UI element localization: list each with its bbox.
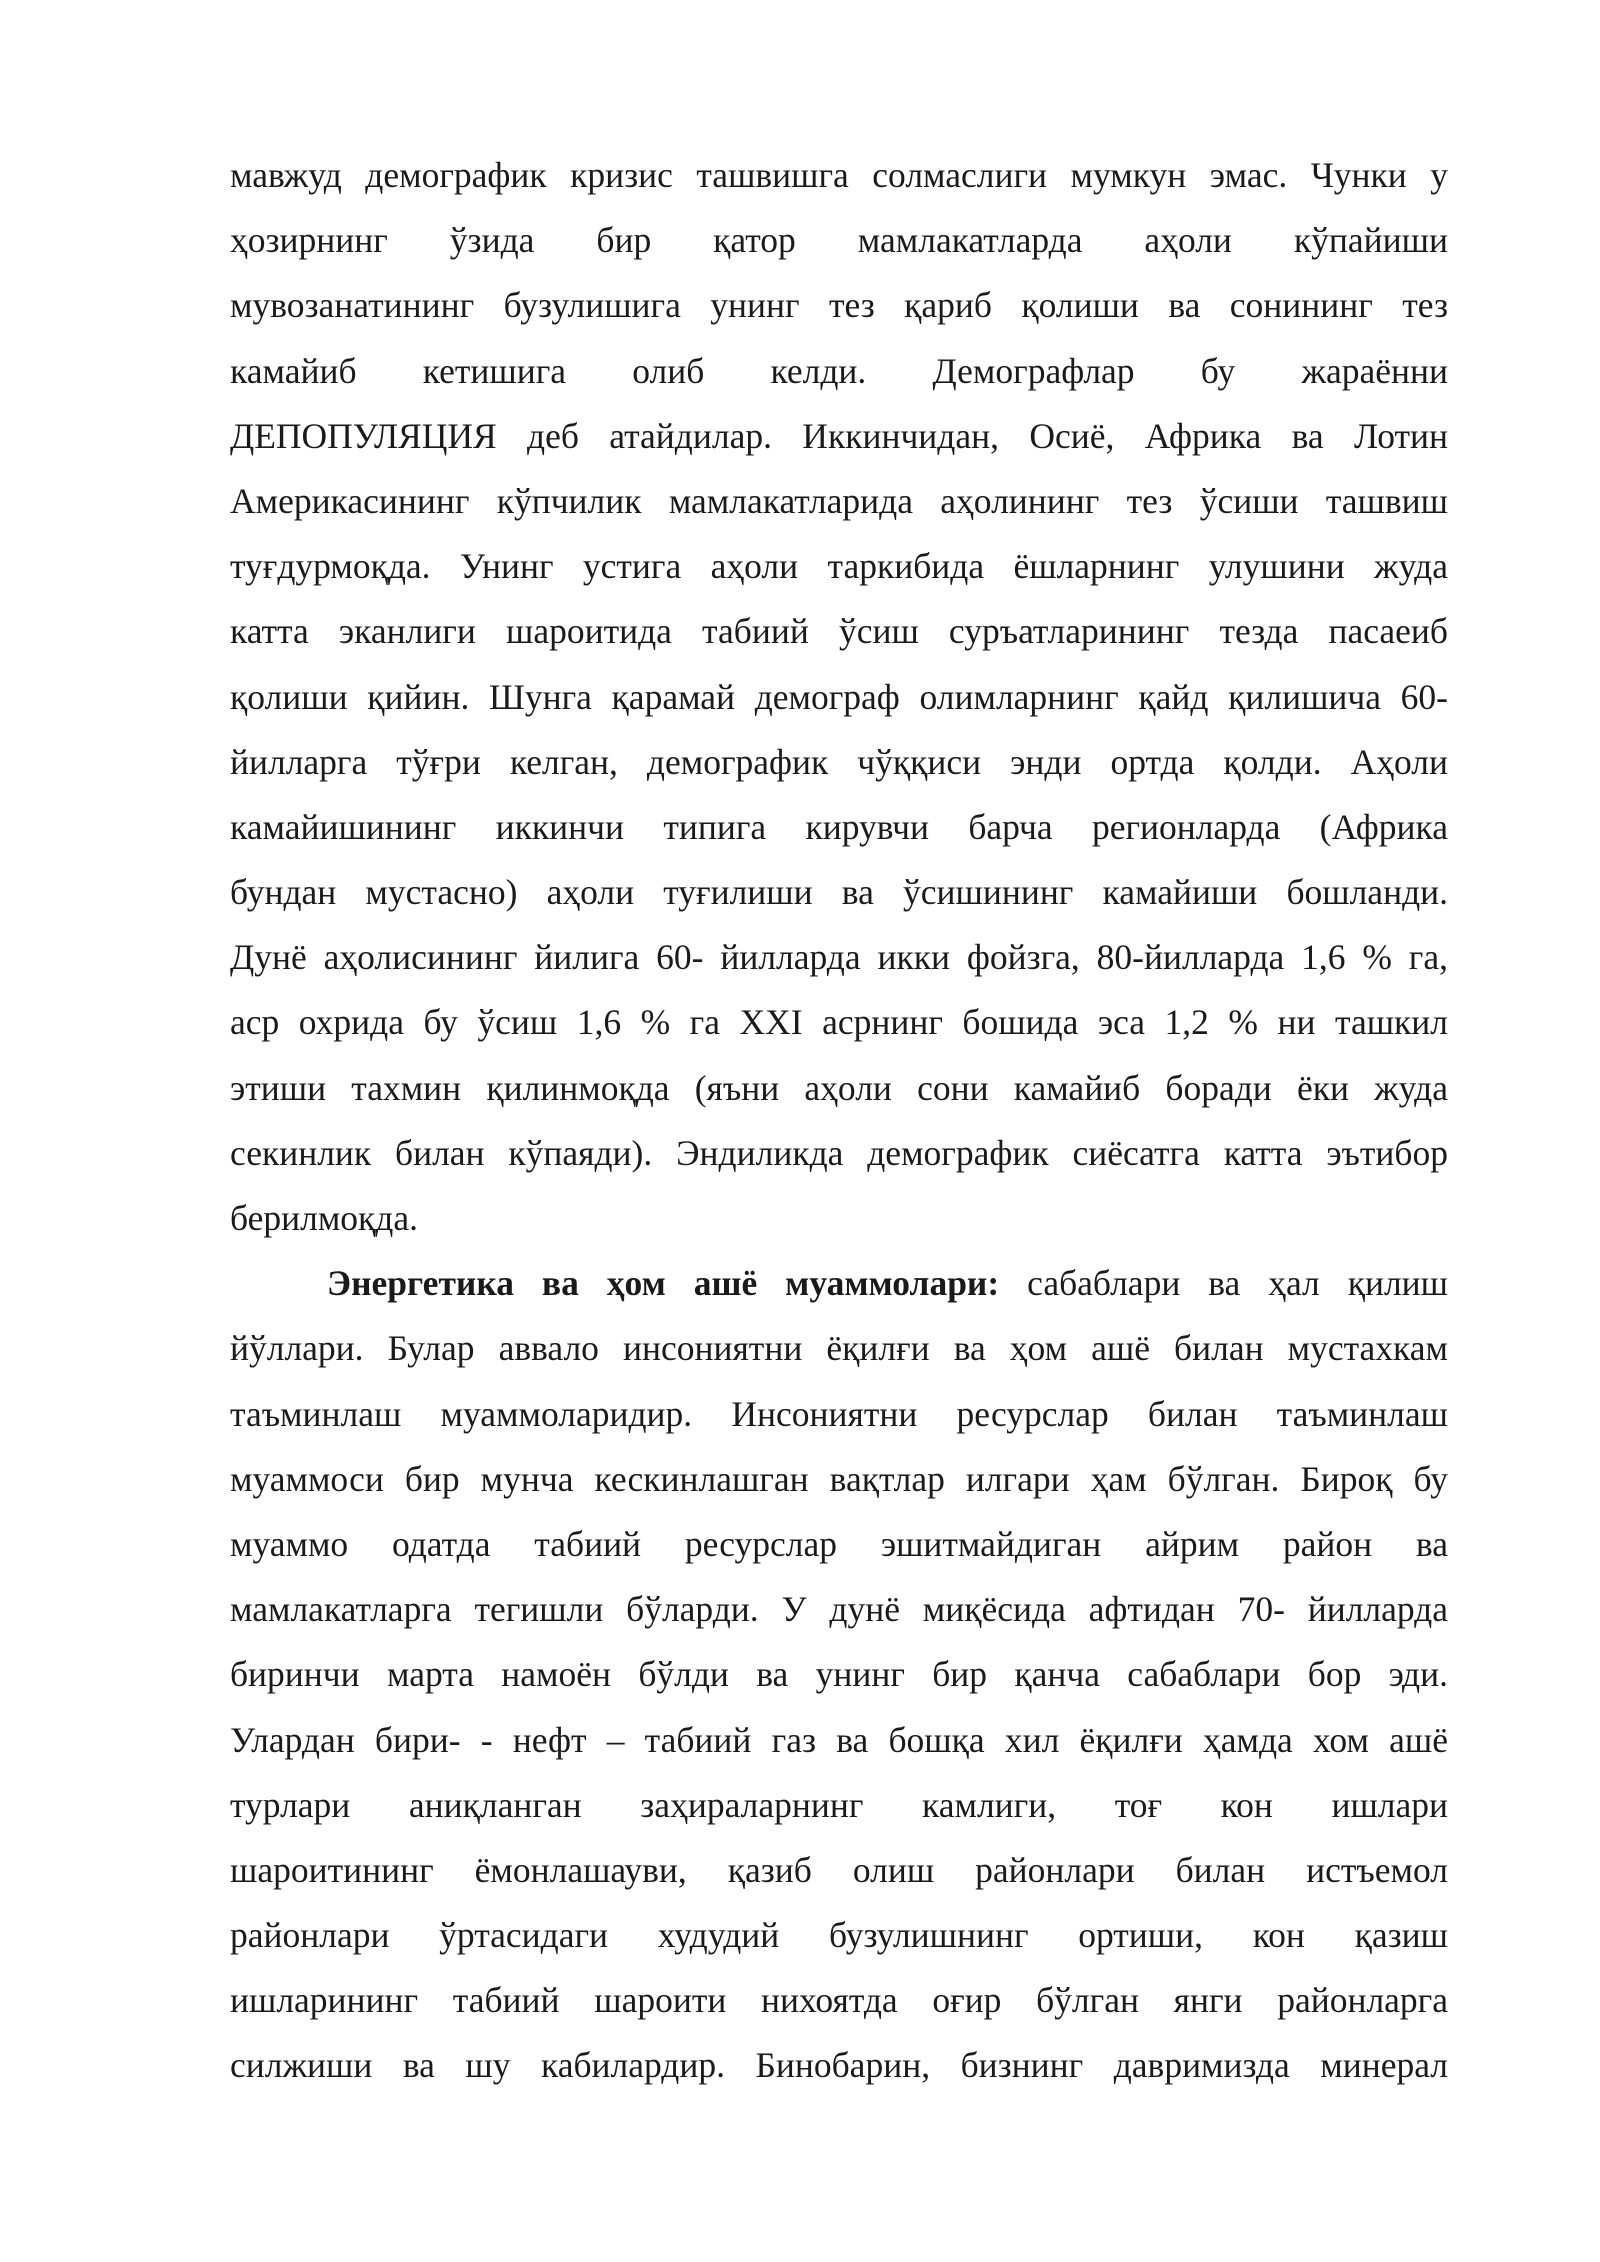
text-line: биринчи марта намоён бўлди ва унинг бир қанча сабаблари бор эди. [230, 1654, 1448, 1695]
text-line: этиши тахмин қилинмоқда (яъни аҳоли сони камайиб боради ёки жуда [230, 1067, 1448, 1108]
text-line: ишларининг табиий шароити нихоятда оғир бўлган янги районларга [230, 1980, 1448, 2021]
text-line: йилларга тўғри келган, демографик чўққиси энди ортда қолди. Аҳоли [230, 741, 1448, 782]
text-line: аср охрида бу ўсиш 1,6 % га XXI асрнинг бошида эса 1,2 % ни ташкил [230, 1002, 1448, 1043]
text-line: Америкасининг кўпчилик мамлакатларида аҳолининг тез ўсиши ташвиш [230, 480, 1448, 521]
text-line: Улардан бири- - нефт – табиий газ ва бошқа хил ёқилғи ҳамда хом ашё [230, 1719, 1448, 1760]
paragraph-energy [230, 1251, 1448, 2098]
text-line-first [230, 1251, 1448, 1316]
heading-continuation: сабаблари ва ҳал қилиш [999, 1263, 1448, 1304]
text-line: мавжуд демографик кризис ташвишга солмаслиги мумкун эмас. Чунки у [230, 155, 1448, 195]
text-line: мамлакатларга тегишли бўларди. У дунё миқёсида афтидан 70- йилларда [230, 1589, 1448, 1630]
text-line: муаммо одатда табиий ресурслар эшитмайдиган айрим район ва [230, 1523, 1448, 1564]
text-line: туғдурмоқда. Унинг устига аҳоли таркибида ёшларнинг улушини жуда [230, 546, 1448, 587]
section-heading: Энергетика ва ҳом ашё муаммолари: [327, 1263, 1000, 1304]
text-line: шароитининг ёмонлашауви, қазиб олиш районлари билан истъемол [230, 1849, 1448, 1890]
document-body [230, 143, 1448, 2099]
text-line: Дунё аҳолисининг йилига 60- йилларда икки фойзга, 80-йилларда 1,6 % га, [230, 937, 1448, 978]
text-line: силжиши ва шу кабилардир. Бинобарин, бизнинг давримизда минерал [230, 2045, 1448, 2086]
text-line: таъминлаш муаммоларидир. Инсониятни ресурслар билан таъминлаш [230, 1393, 1448, 1434]
text-line: йўллари. Булар аввало инсониятни ёқилғи ва ҳом ашё билан мустахкам [230, 1328, 1448, 1369]
text-line: берилмоқда. [230, 1198, 418, 1238]
text-line: ҳозирнинг ўзида бир қатор мамлакатларда аҳоли кўпайиши [230, 220, 1448, 261]
text-line: мувозанатининг бузулишига унинг тез қариб қолиши ва сонининг тез [230, 285, 1448, 326]
text-line: қолиши қийин. Шунга қарамай демограф олимларнинг қайд қилишича 60- [230, 676, 1448, 717]
text-line: камайиб кетишига олиб келди. Демографлар бу жараённи [230, 350, 1448, 391]
text-line: секинлик билан кўпаяди). Эндиликда демографик сиёсатга катта эътибор [230, 1132, 1448, 1173]
text-line: ДЕПОПУЛЯЦИЯ деб атайдилар. Иккинчидан, Осиё, Африка ва Лотин [230, 415, 1448, 456]
text-line: районлари ўртасидаги худудий бузулишнинг ортиши, кон қазиш [230, 1915, 1448, 1956]
text-line: бундан мустасно) аҳоли туғилиши ва ўсишининг камайиши бошланди. [230, 872, 1448, 913]
text-line: катта эканлиги шароитида табиий ўсиш суръатларининг тезда пасаеиб [230, 611, 1448, 652]
text-line: муаммоси бир мунча кескинлашган вақтлар илгари ҳам бўлган. Бироқ бу [230, 1458, 1448, 1499]
text-line: турлари аниқланган заҳираларнинг камлиги, тоғ кон ишлари [230, 1784, 1448, 1825]
text-line: камайишининг иккинчи типига кирувчи барча регионларда (Африка [230, 806, 1448, 847]
paragraph-demography [230, 143, 1448, 1251]
